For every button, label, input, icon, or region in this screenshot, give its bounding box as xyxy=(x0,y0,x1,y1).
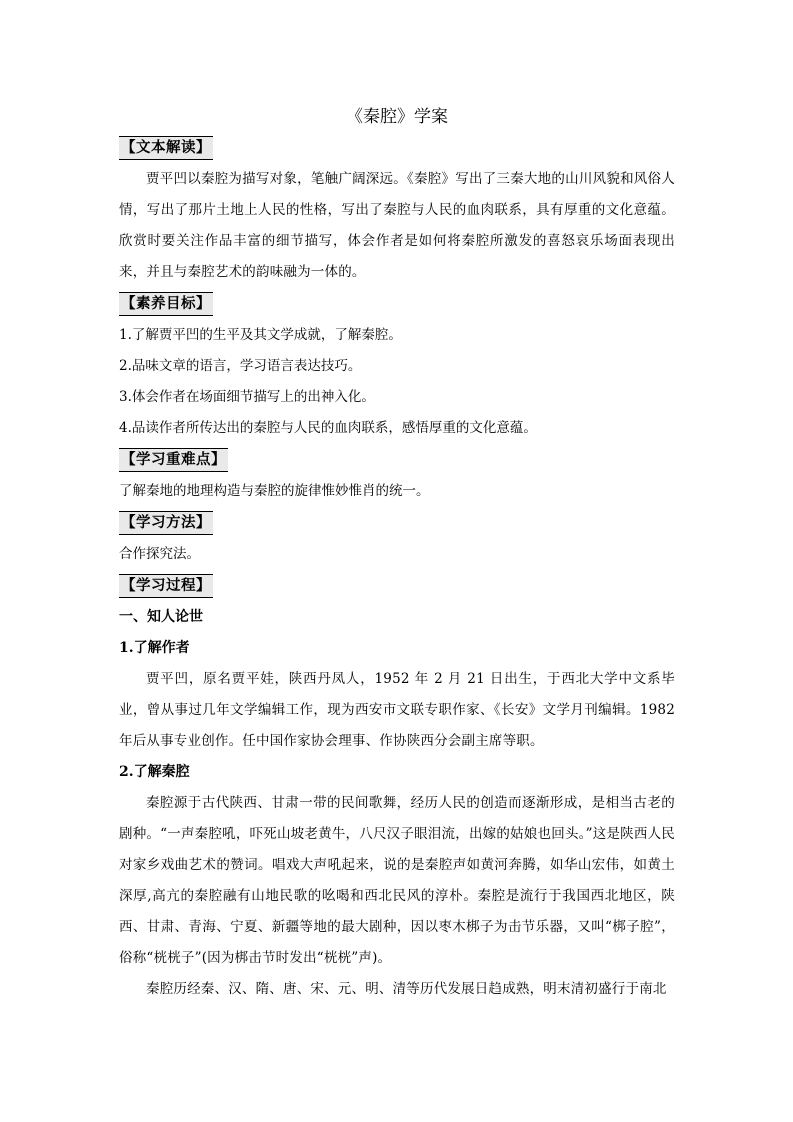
goal-item: 4.品读作者所传达出的秦腔与人民的血肉联系，感悟厚重的文化意蕴。 xyxy=(119,420,537,436)
reading-paragraph: 贾平凹以秦腔为描写对象，笔触广阔深远。《秦腔》写出了三秦大地的山川风貌和风俗人情，写出了那片土地上人民的性格，写出了秦腔与人民的血肉联系，具有厚重的文化意蕴。欣赏时要关注作品丰富的细节描写，体会作者是如何将秦腔所激发的喜怒哀乐场面表现出来，并且与秦腔艺术的韵味融为一体的。 xyxy=(119,171,675,280)
qinqiang-paragraph: 秦腔源于古代陕西、甘肃一带的民间歌舞，经历人民的创造而逐渐形成，是相当古老的剧种。“一声秦腔吼，吓死山坡老黄牛，八尺汉子眼泪流，出嫁的姑娘也回头。”这是陕西人民对家乡戏曲艺术的赞词。唱戏大声吼起来，说的是秦腔声如黄河奔腾，如华山宏伟，如黄土深厚,高亢的秦腔融有山地民歌的吆喝和西北民风的淳朴。秦腔是流行于我国西北地区，陕西、甘肃、青海、宁夏、新疆等地的最大剧种，因以枣木梆子为击节乐器，又叫“梆子腔”，俗称“桄桄子”(因为梆击节时发出“桄桄”声)。 xyxy=(119,795,675,966)
section-heading-reading: 【文本解读】 xyxy=(119,136,213,160)
section-key-points xyxy=(119,444,675,507)
section-heading-process: 【学习过程】 xyxy=(119,574,213,598)
process-part-heading: 一、知人论世 xyxy=(119,609,203,625)
page-title: 《秦腔》学案 xyxy=(346,107,448,127)
document-page xyxy=(119,100,675,1005)
section-heading-goals: 【素养目标】 xyxy=(119,292,213,316)
goal-item: 2.品味文章的语言，学习语言表达技巧。 xyxy=(119,358,362,374)
qinqiang-subheading: 2.了解秦腔 xyxy=(119,764,190,780)
section-heading-key-points: 【学习重难点】 xyxy=(119,448,228,472)
method-text: 合作探究法。 xyxy=(119,546,200,562)
section-heading-method: 【学习方法】 xyxy=(119,511,213,535)
goal-item: 3.体会作者在场面细节描写上的出神入化。 xyxy=(119,389,375,405)
qinqiang-paragraph-continued: 秦腔历经秦、汉、隋、唐、宋、元、明、清等历代发展日趋成熟，明末清初盛行于南北 xyxy=(146,981,667,997)
section-process xyxy=(119,570,675,1005)
section-goals xyxy=(119,288,675,444)
key-points-text: 了解秦地的地理构造与秦腔的旋律惟妙惟肖的统一。 xyxy=(119,483,430,499)
section-method xyxy=(119,507,675,570)
author-subheading: 1.了解作者 xyxy=(119,640,190,656)
goal-item: 1.了解贾平凹的生平及其文学成就，了解秦腔。 xyxy=(119,327,402,343)
author-paragraph: 贾平凹，原名贾平娃，陕西丹凤人，1952 年 2 月 21 日出生，于西北大学中文系毕业，曾从事过几年文学编辑工作，现为西安市文联专职作家、《长安》文学月刊编辑。1982 年后从事专业创作。任中国作家协会理事、作协陕西分会副主席等职。 xyxy=(119,671,675,749)
section-reading xyxy=(119,132,675,288)
